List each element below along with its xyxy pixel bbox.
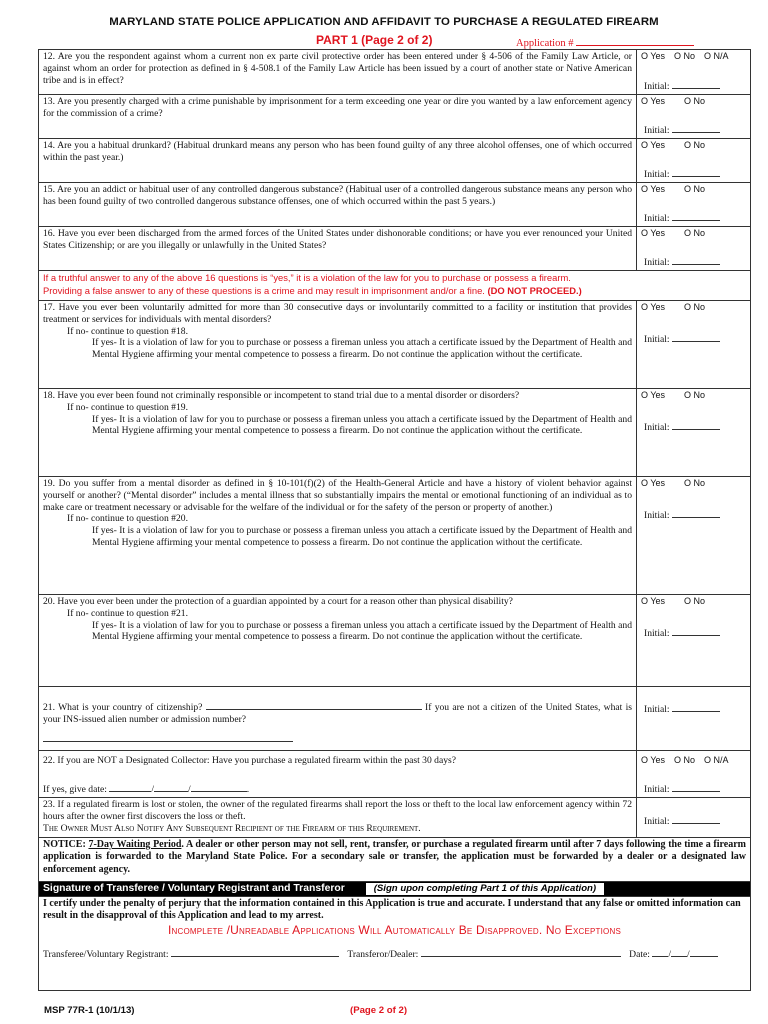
initial-label: Initial: (644, 213, 670, 225)
question-14-text: 14. Are you a habitual drunkard? (Habitual drunkard means any person who has been found guilty of any three alcohol offenses, one of which occurred within the past year.) (39, 139, 637, 183)
option-no[interactable]: O No (684, 478, 706, 488)
option-yes[interactable]: O Yes (641, 755, 666, 765)
part-indicator: PART 1 (Page 2 of 2) (316, 33, 433, 47)
page-number: (Page 2 of 2) (350, 1005, 408, 1016)
sign-date-day[interactable] (671, 948, 687, 957)
initial-label: Initial: (644, 125, 670, 137)
answer-options[interactable] (641, 596, 746, 608)
signature-header (39, 882, 751, 897)
question-23-text (39, 798, 637, 838)
option-no[interactable]: O No (684, 228, 706, 238)
sign-date-month[interactable] (652, 948, 668, 957)
notice-text (39, 838, 751, 882)
option-no[interactable]: O No (684, 140, 706, 150)
initial-field[interactable] (644, 124, 720, 137)
answer-options[interactable] (641, 96, 746, 108)
initial-field[interactable] (644, 168, 720, 181)
alien-number-field[interactable] (43, 740, 293, 742)
option-no[interactable]: O No (684, 96, 706, 106)
question-12-text: 12. Are you the respondent against whom a current non ex parte civil protective order has been entered under § 4-506 of the Family Law Article, or against whom an order for protection as defined in § 4-508.1 of the Family Law Article has been issued by a court of another state or Native American tribe and is in effect? (39, 50, 637, 95)
question-22-row (39, 751, 751, 798)
notice-label: NOTICE: (43, 839, 86, 850)
question-18-main: 18. Have you ever been found not criminally responsible or incompetent to stand trial due to a mental disorder or disorders? (43, 390, 520, 401)
application-number-label: Application # (516, 38, 574, 49)
citizenship-field[interactable] (206, 701, 422, 710)
question-13-row (39, 95, 751, 139)
option-no[interactable]: O No (674, 755, 696, 765)
question-22-date: If yes, give date: / / . (43, 783, 250, 795)
question-20-main: 20. Have you ever been under the protection of a guardian appointed by a court for a reason other than physical disability? (43, 596, 513, 607)
initial-field[interactable] (644, 333, 720, 346)
transferee-signature-field[interactable] (171, 948, 339, 957)
initial-field[interactable] (644, 703, 720, 716)
warning-text (39, 271, 751, 301)
question-23-main: 23. If a regulated firearm is lost or stolen, the owner of the regulated firearms shall report the loss or theft to the local law enforcement agency within 72 hours after the owner first discovers the loss or theft. (43, 799, 632, 822)
option-yes[interactable]: O Yes (641, 51, 666, 61)
signature-header-row (39, 882, 751, 897)
question-21-text (39, 687, 637, 751)
initial-field[interactable] (644, 80, 720, 93)
question-20-if-yes: If yes- It is a violation of law for you to purchase or possess a fireman unless you attach a certificate issued by the Department of Health and Mental Hygiene affirming your mental competence to possess a firearm. Do not continue the application without the certificate. (92, 619, 632, 643)
answer-cell[interactable] (637, 595, 751, 687)
answer-cell[interactable] (637, 50, 751, 95)
question-19-row (39, 477, 751, 595)
signature-heading: Signature of Transferee / Voluntary Registrant and Transferor (43, 883, 345, 894)
date-month-field[interactable] (109, 783, 151, 792)
option-no[interactable]: O No (684, 596, 706, 606)
answer-cell[interactable] (637, 139, 751, 183)
question-21-row (39, 687, 751, 751)
question-16-text: 16. Have you ever been discharged from the armed forces of the United States under dishonorable conditions; or have you ever renounced your United States Citizenship; or are you illegally or unlawfully in the United States? (39, 227, 637, 271)
option-no[interactable]: O No (684, 302, 706, 312)
notice-period: 7-Day Waiting Period (88, 839, 182, 850)
option-na[interactable]: O N/A (704, 51, 729, 61)
question-15-row (39, 183, 751, 227)
date-label: Date: (629, 949, 650, 961)
question-20-row (39, 595, 751, 687)
question-17-if-no: If no- continue to question #18. (67, 325, 188, 337)
warning-line-2: Providing a false answer to any of these questions is a crime and may result in imprisonment and/or a fine. (43, 284, 485, 296)
question-13-text: 13. Are you presently charged with a crime punishable by imprisonment for a term exceeding one year or dire you wanted by a law enforcement agency for the commission of a crime? (39, 95, 637, 139)
initial-field[interactable] (644, 256, 720, 269)
notice-row (39, 838, 751, 882)
question-18-if-no: If no- continue to question #19. (67, 401, 188, 413)
initial-field[interactable] (644, 783, 720, 796)
signature-lines: Transferee/Voluntary Registrant: Transferor/Dealer: Date: / / (43, 948, 746, 961)
transferor-label: Transferor/Dealer: (347, 949, 419, 961)
answer-options[interactable] (641, 51, 746, 63)
option-yes[interactable]: O Yes (641, 596, 666, 606)
option-no[interactable]: O No (684, 184, 706, 194)
initial-label: Initial: (644, 257, 670, 269)
initial-field[interactable] (644, 212, 720, 225)
initial-label: Initial: (644, 784, 670, 796)
answer-cell[interactable] (637, 95, 751, 139)
question-20-text (39, 595, 637, 687)
question-22-text (39, 751, 637, 798)
answer-cell[interactable] (637, 798, 751, 838)
question-17-main: 17. Have you ever been voluntarily admitted for more than 30 consecutive days or involuntarily committed to a facility or institution that provides treatment or services for individuals with mental disorders? (43, 302, 632, 325)
application-number-field[interactable] (516, 36, 694, 49)
initial-label: Initial: (644, 704, 670, 715)
initial-label: Initial: (644, 81, 670, 93)
certification-text: I certify under the penalty of perjury that the information contained in this Application is true and accurate. I understand that any false or omitted information can result in the disapproval of this Application and lead to my arrest. (43, 898, 741, 922)
initial-label: Initial: (644, 816, 670, 827)
question-17-text (39, 301, 637, 389)
answer-cell[interactable] (637, 751, 751, 798)
do-not-proceed: (DO NOT PROCEED.) (487, 284, 582, 296)
initial-label: Initial: (644, 510, 670, 521)
initial-label: Initial: (644, 628, 670, 639)
date-day-field[interactable] (154, 783, 188, 792)
answer-options[interactable] (641, 755, 746, 767)
question-12-row (39, 50, 751, 95)
initial-label: Initial: (644, 334, 670, 345)
initial-field[interactable] (644, 421, 720, 434)
answer-options[interactable] (641, 302, 746, 314)
initial-field[interactable] (644, 815, 720, 828)
question-18-text (39, 389, 637, 477)
answer-options[interactable] (641, 478, 746, 490)
option-yes[interactable]: O Yes (641, 478, 666, 488)
answer-cell[interactable] (637, 477, 751, 595)
answer-options[interactable] (641, 390, 746, 402)
answer-options[interactable] (641, 228, 746, 240)
date-label: If yes, give date: (43, 783, 107, 795)
transferor-signature-field[interactable] (421, 948, 621, 957)
certification-cell (39, 897, 751, 991)
question-23-smallcaps: The Owner Must Also Notify Any Subsequent Recipient of the Firearm of this Requirement. (43, 822, 421, 834)
question-17-row (39, 301, 751, 389)
answer-options[interactable] (641, 184, 746, 196)
question-21-part1: 21. What is your country of citizenship? (43, 702, 203, 713)
question-15-text: 15. Are you an addict or habitual user of any controlled dangerous substance? (Habitual user of a controlled dangerous substance means any person who has been found guilty of two controlled dangerous substance offenses, one of which occurred within the past 5 years.) (39, 183, 637, 227)
option-yes[interactable]: O Yes (641, 184, 666, 194)
question-18-if-yes: If yes- It is a violation of law for you to purchase or possess a fireman unless you attach a certificate issued by the Department of Health and Mental Hygiene affirming your mental competence to possess a firearm. Do not continue the application without the certificate. (92, 413, 632, 437)
questions-table (38, 49, 751, 991)
question-19-text (39, 477, 637, 595)
answer-cell[interactable] (637, 301, 751, 389)
question-20-if-no: If no- continue to question #21. (67, 607, 188, 619)
signature-subheading: (Sign upon completing Part 1 of this Application) (366, 883, 604, 895)
warning-line-1: If a truthful answer to any of the above 16 questions is “yes,” it is a violation of the law for you to purchase or possess a firearm. (43, 272, 571, 283)
question-17-if-yes: If yes- It is a violation of law for you to purchase or possess a fireman unless you attach a certificate issued by the Department of Health and Mental Hygiene affirming your mental competence to possess a firearm. Do not continue the application without the certificate. (92, 337, 632, 361)
answer-cell[interactable] (637, 183, 751, 227)
answer-cell[interactable] (637, 389, 751, 477)
initial-field[interactable] (644, 509, 720, 522)
form-title: MARYLAND STATE POLICE APPLICATION AND AFFIDAVIT TO PURCHASE A REGULATED FIREARM (109, 16, 659, 28)
answer-cell[interactable] (637, 687, 751, 751)
question-19-main: 19. Do you suffer from a mental disorder as defined in § 10-101(f)(2) of the Health-General Article and have a history of violent behavior against yourself or another? (“Mental disorder” includes a mental illness that so substantially impairs the mental or emotional functioning of an individual as to make care or treatment necessary or advisable for the welfare of the individual or for the safety of the person or property of another.) (43, 478, 632, 513)
notice-body: . A dealer or other person may not sell, rent, transfer, or purchase a regulated firearm until after 7 days following the time a firearm application is forwarded to the Maryland State Police. For a secondary sale or transfer, the application must be forwarded by a dealer or a designated law enforcement agency. (43, 839, 746, 875)
sign-date-year[interactable] (690, 948, 718, 957)
initial-label: Initial: (644, 169, 670, 181)
question-22-main: 22. If you are NOT a Designated Collector: Have you purchase a regulated firearm within the past 30 days? (43, 755, 457, 766)
application-number-line[interactable] (576, 36, 694, 46)
option-no[interactable]: O No (674, 51, 696, 61)
initial-label: Initial: (644, 422, 670, 433)
question-19-if-yes: If yes- It is a violation of law for you to purchase or possess a fireman unless you attach a certificate issued by the Department of Health and Mental Hygiene affirming your mental competence to possess a firearm. Do not continue the application without the certificate. (92, 525, 632, 548)
option-yes[interactable]: O Yes (641, 96, 666, 106)
option-yes[interactable]: O Yes (641, 140, 666, 150)
question-21-part2: If you are not a citizen of the United States, what is your INS-issued alien number or admission number? (43, 702, 632, 725)
initial-field[interactable] (644, 627, 720, 640)
form-id: MSP 77R-1 (10/1/13) (44, 1005, 135, 1016)
warning-row (39, 271, 751, 301)
question-19-if-no: If no- continue to question #20. (67, 513, 188, 525)
question-16-row (39, 227, 751, 271)
incomplete-warning: Incomplete /Unreadable Applications Will Automatically Be Disapproved. No Exceptions (168, 922, 621, 937)
answer-options[interactable] (641, 140, 746, 152)
question-18-row (39, 389, 751, 477)
question-23-row (39, 798, 751, 838)
question-14-row (39, 139, 751, 183)
option-yes[interactable]: O Yes (641, 302, 666, 312)
option-no[interactable]: O No (684, 390, 706, 400)
date-year-field[interactable] (191, 783, 247, 792)
certification-row (39, 897, 751, 991)
transferee-label: Transferee/Voluntary Registrant: (43, 949, 169, 961)
option-yes[interactable]: O Yes (641, 228, 666, 238)
option-na[interactable]: O N/A (704, 755, 729, 765)
answer-cell[interactable] (637, 227, 751, 271)
option-yes[interactable]: O Yes (641, 390, 666, 400)
